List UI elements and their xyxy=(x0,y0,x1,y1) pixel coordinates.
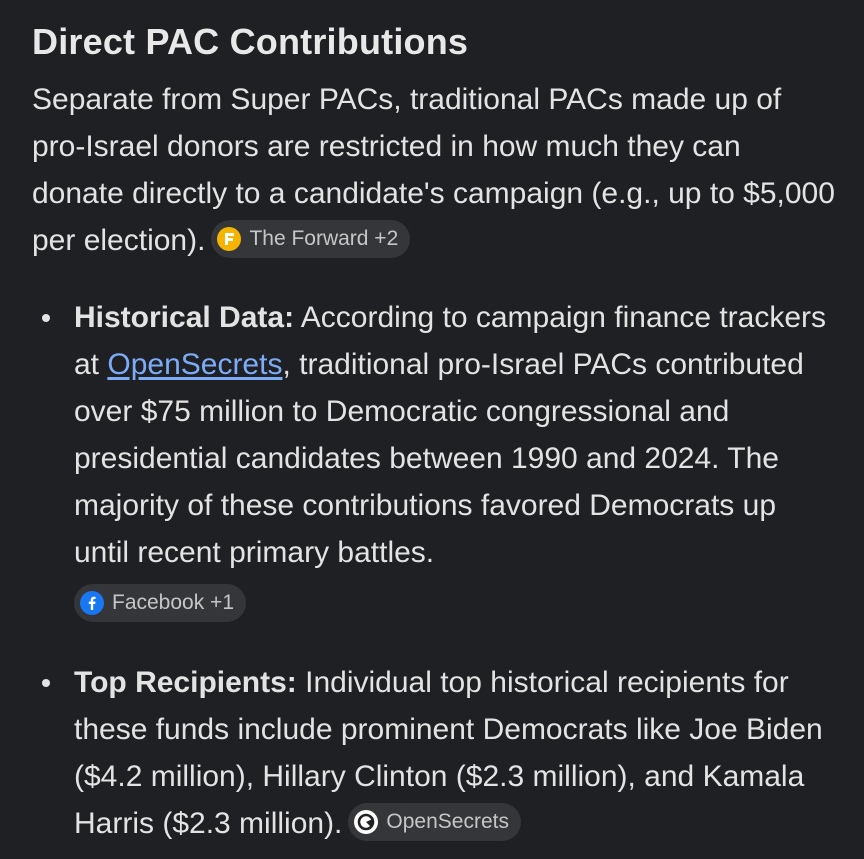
bullet-text: According to campaign finance trackers at xyxy=(74,301,827,381)
bullet-heading: Historical Data: xyxy=(74,301,295,334)
source-chip-label: The Forward +2 xyxy=(249,227,399,251)
source-chip-the-forward[interactable] xyxy=(211,220,410,258)
source-chip-label: OpenSecrets xyxy=(386,810,509,834)
bullet-text: Individual top historical recipients for these funds include prominent Democrats like Joe Biden ($4.2 million), Hillary Clinton ($2.3 million), and Kamala Harris ($2.3 million). xyxy=(74,666,823,840)
list-item-historical-data xyxy=(32,294,836,625)
chip-row xyxy=(74,578,836,625)
opensecrets-logo-icon xyxy=(354,810,378,834)
bullet-list xyxy=(32,294,836,847)
intro-text: Separate from Super PACs, traditional PACs made up of pro-Israel donors are restricted in how much they can donate directly to a candidate's campaign (e.g., up to $5,000 per election). xyxy=(32,83,835,257)
source-chip-opensecrets[interactable] xyxy=(348,803,521,841)
source-chip-label: Facebook +1 xyxy=(112,591,235,615)
the-forward-logo-icon xyxy=(217,227,241,251)
section-heading: Direct PAC Contributions xyxy=(32,21,469,62)
opensecrets-link[interactable]: OpenSecrets xyxy=(107,348,283,381)
bullet-dot xyxy=(42,679,50,687)
source-chip-facebook[interactable] xyxy=(74,584,246,622)
facebook-logo-icon xyxy=(80,591,104,615)
list-item-top-recipients xyxy=(32,659,836,847)
bullet-text-continued: , traditional pro-Israel PACs contributed over $75 million to Democratic congressional and presidential candidates between 1990 and 2024. The majority of these contributions favored Democrats up until recent primary battles. xyxy=(74,348,804,569)
bullet-heading: Top Recipients: xyxy=(74,666,297,699)
bullet-dot xyxy=(42,314,50,322)
intro-paragraph xyxy=(32,76,836,264)
